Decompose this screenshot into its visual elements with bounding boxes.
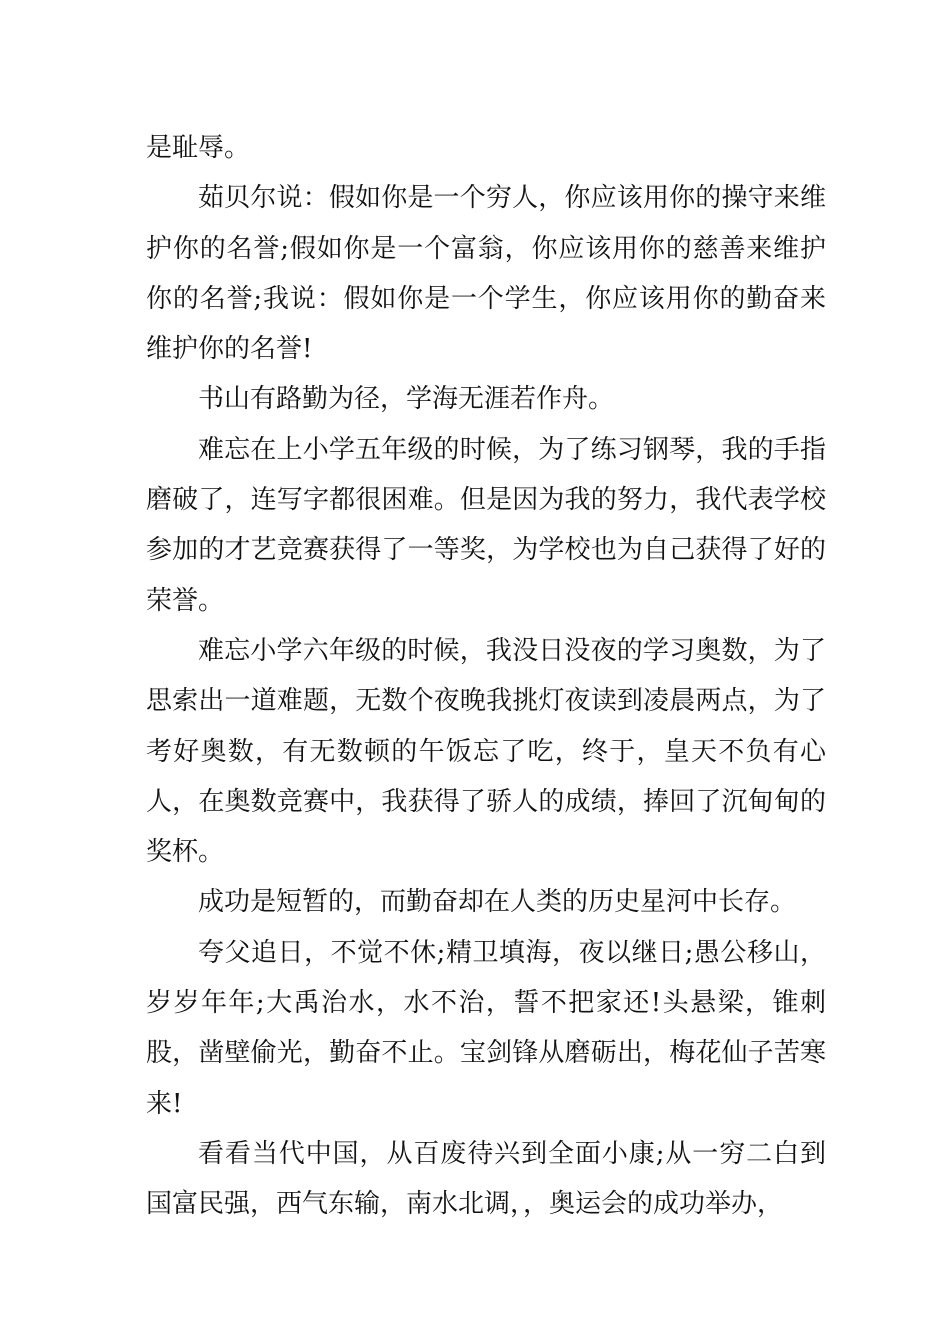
paragraph: 是耻辱。 [146, 133, 251, 163]
paragraph: 书山有路勤为径，学海无涯若作舟。 [198, 384, 615, 415]
paragraph: 成功是短暂的，而勤奋却在人类的历史星河中长存。 [198, 887, 797, 918]
paragraph: 茹贝尔说：假如你是一个穷人，你应该用你的操守来维护你的名誉;假如你是一个富翁，你应该用你的慈善来维护你的名誉;我说：假如你是一个学生，你应该用你的勤奋来维护你的名誉! [146, 183, 826, 365]
paragraph: 看看当代中国，从百废待兴到全面小康;从一穷二白到国富民强，西气东输，南水北调，，奥运会的成功举办， [146, 1138, 826, 1220]
paragraph: 夸父追日，不觉不休;精卫填海，夜以继日;愚公移山，岁岁年年;大禹治水，水不治，誓不把家还!头悬梁，锥刺股，凿壁偷光，勤奋不止。宝剑锋从磨砺出，梅花仙子苦寒来! [146, 937, 826, 1119]
paragraph: 难忘在上小学五年级的时候，为了练习钢琴，我的手指磨破了，连写字都很困难。但是因为我的努力，我代表学校参加的才艺竞赛获得了一等奖，为学校也为自己获得了好的荣誉。 [146, 434, 826, 616]
paragraph: 难忘小学六年级的时候，我没日没夜的学习奥数，为了思索出一道难题，无数个夜晚我挑灯夜读到凌晨两点，为了考好奥数，有无数顿的午饭忘了吃，终于，皇天不负有心人，在奥数竞赛中，我获得了骄人的成绩，捧回了沉甸甸的奖杯。 [146, 635, 826, 868]
document-body [146, 123, 826, 1230]
